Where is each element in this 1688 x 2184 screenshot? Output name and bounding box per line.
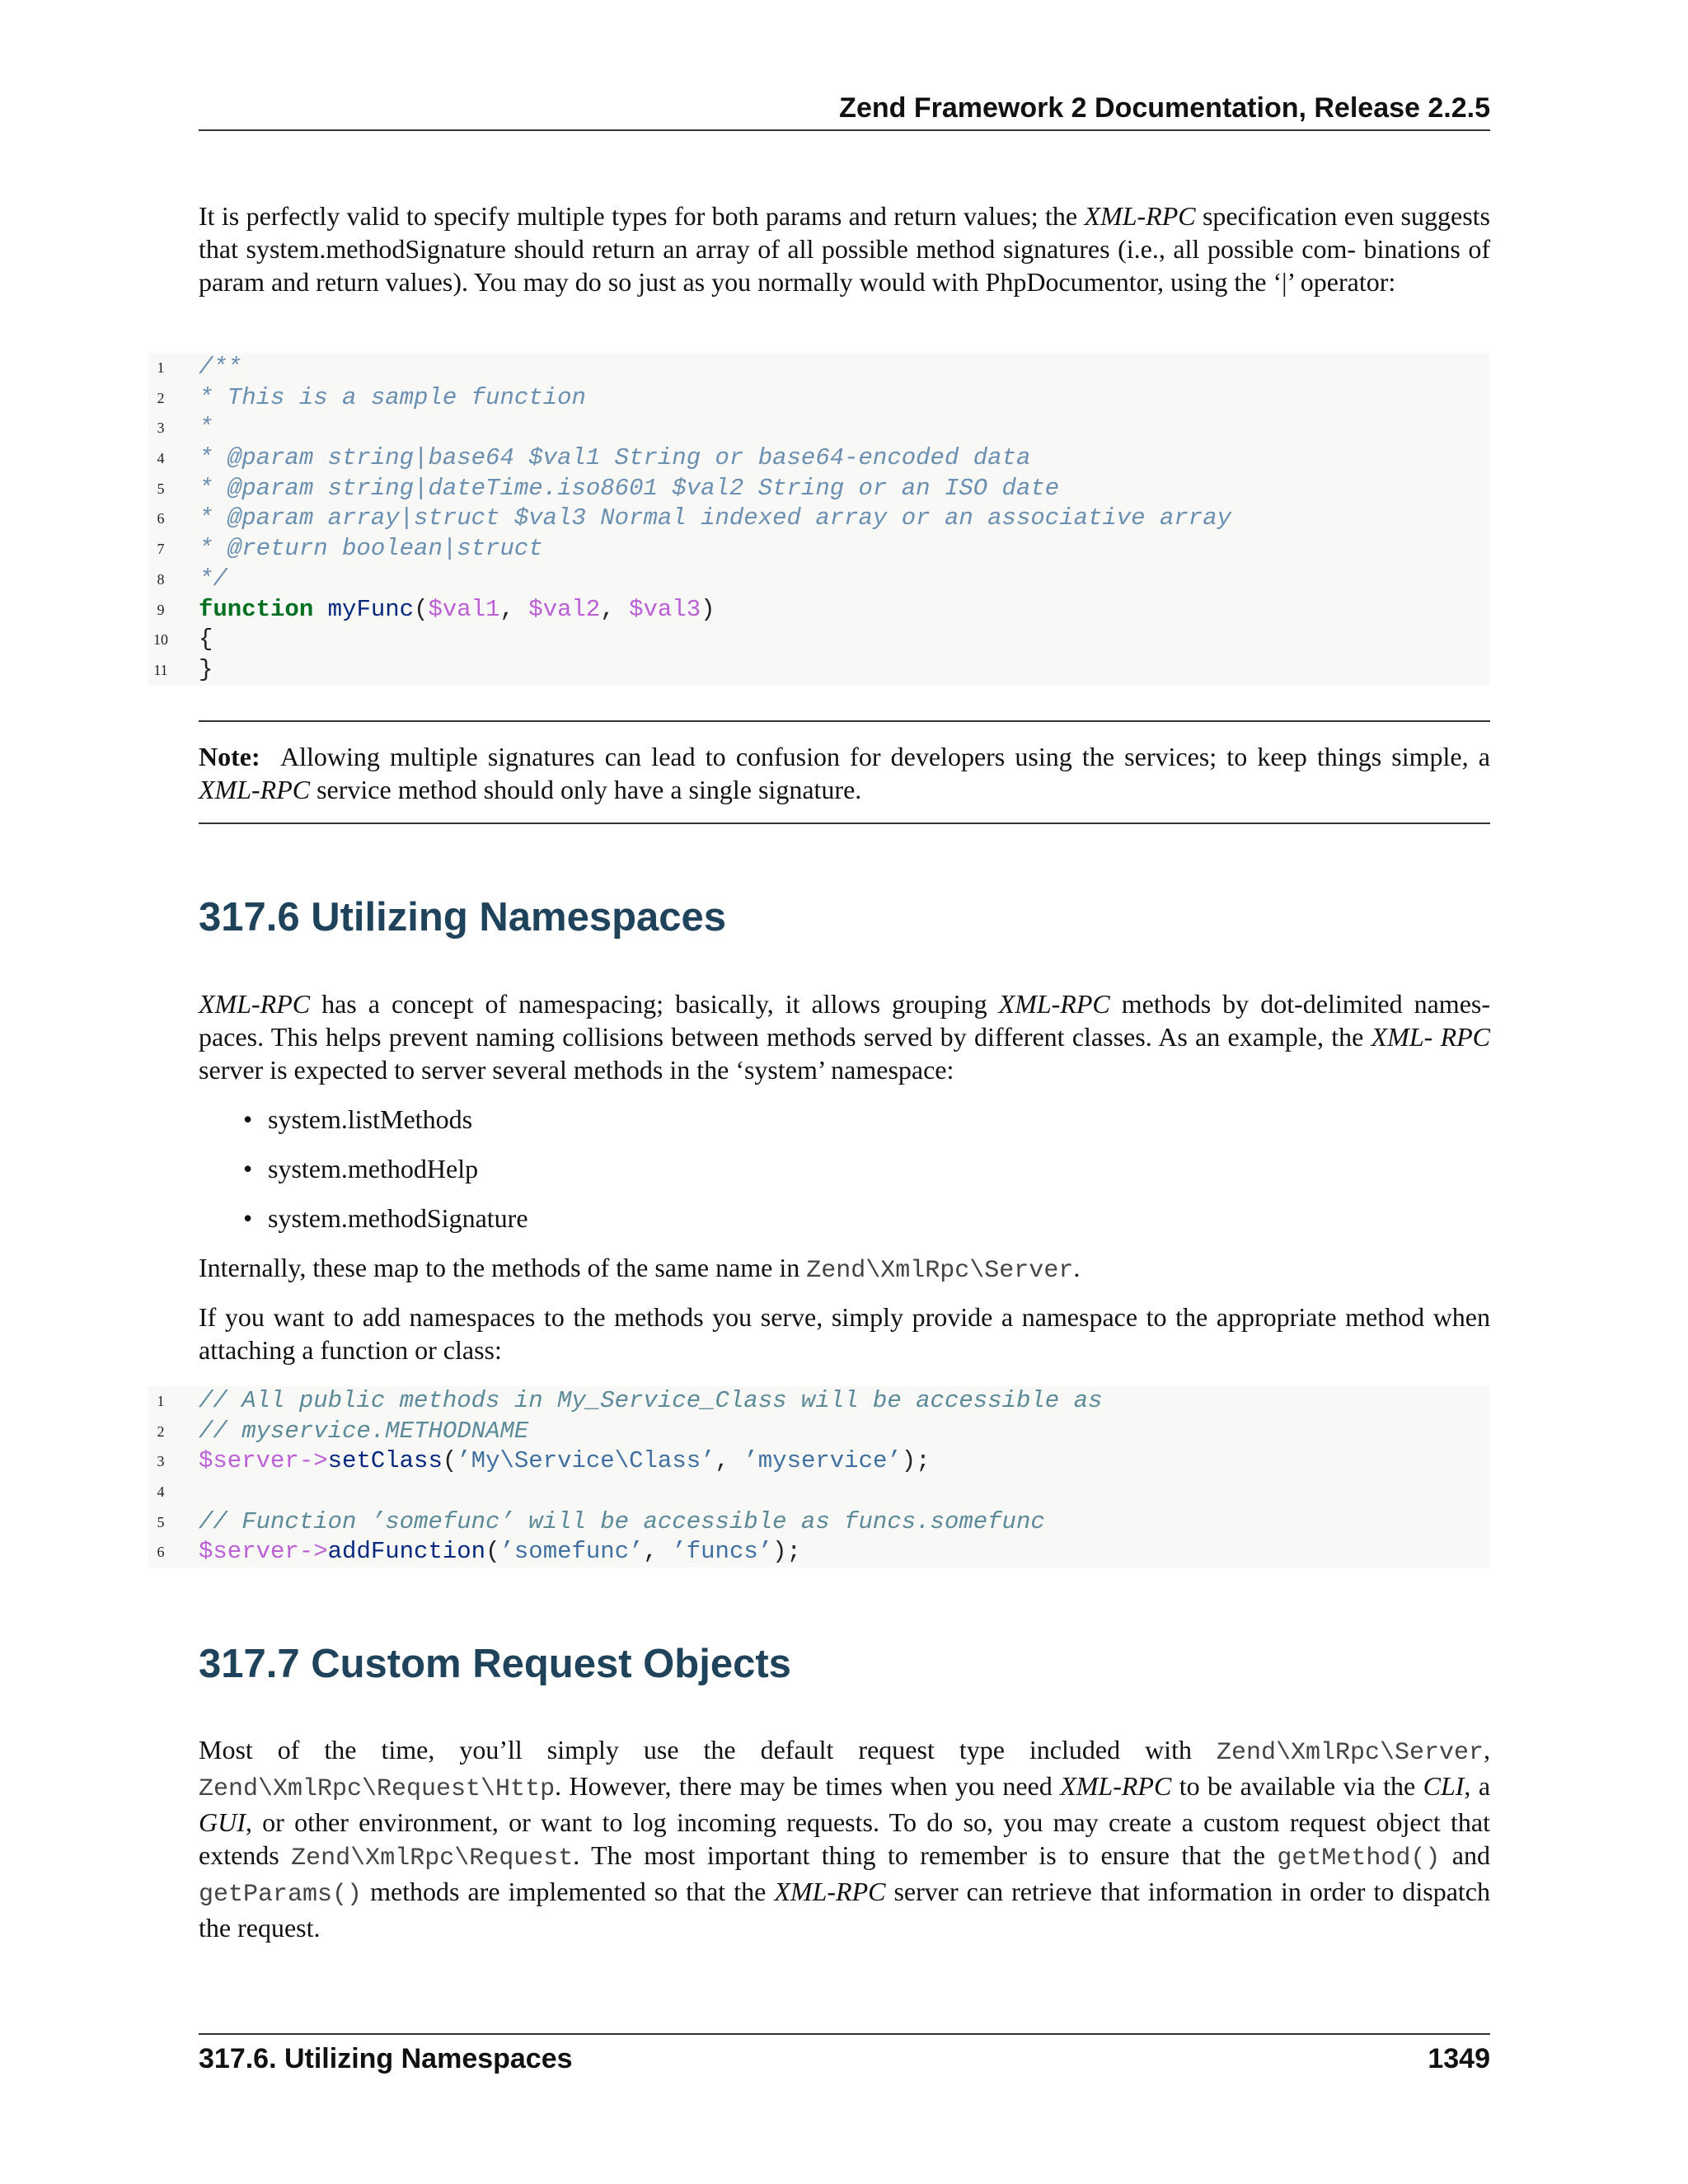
text: Most of the time, you’ll simply use the default request type included with <box>199 1735 1217 1765</box>
code-text: /** <box>199 354 242 381</box>
variable: $server <box>199 1538 299 1566</box>
text: has a concept of namespacing; basically, it allows grouping <box>310 989 999 1019</box>
code-text: * <box>199 414 213 442</box>
line-number: 10 <box>153 631 168 649</box>
punctuation: , <box>643 1538 673 1566</box>
page-footer <box>199 2033 1490 2075</box>
code-line <box>148 413 1490 443</box>
text: It is perfectly valid to specify multiple types for both params and return values; the <box>199 201 1085 231</box>
line-number: 9 <box>157 601 165 618</box>
code-line <box>148 1537 1490 1568</box>
emphasis: XML- RPC <box>1371 1022 1491 1052</box>
code-text: * @param string|base64 $val1 String or base64-encoded data <box>199 444 1031 472</box>
line-number: 8 <box>157 570 165 588</box>
code-text: // myservice.METHODNAME <box>199 1417 529 1445</box>
code-line <box>148 474 1490 504</box>
emphasis: XML-RPC <box>1060 1771 1172 1801</box>
code-text: // All public methods in My_Service_Class will be accessible as <box>199 1387 1103 1414</box>
text: to be available via the <box>1171 1771 1423 1801</box>
custom-request-paragraph <box>199 1733 1490 1944</box>
code-line <box>148 504 1490 534</box>
text: Internally, these map to the methods of the same name in <box>199 1253 807 1282</box>
line-number: 11 <box>153 661 168 678</box>
string: ’somefunc’ <box>499 1538 644 1566</box>
list-item: • system.methodSignature <box>243 1202 528 1251</box>
punctuation: , <box>715 1447 744 1475</box>
emphasis: XML-RPC <box>774 1877 886 1906</box>
namespaces-paragraph <box>199 987 1490 1086</box>
string: ’My\Service\Class’ <box>457 1447 715 1475</box>
code-text: */ <box>199 565 227 593</box>
inline-code: getParams() <box>199 1881 363 1909</box>
string: ’myservice’ <box>743 1447 902 1475</box>
code-line <box>148 1417 1490 1447</box>
function-name: addFunction <box>327 1538 486 1566</box>
operator: -> <box>298 1447 328 1475</box>
code-text <box>199 1537 801 1568</box>
line-number: 2 <box>157 1422 165 1440</box>
section-heading-custom-request: 317.7 Custom Request Objects <box>199 1642 791 1686</box>
punctuation: ); <box>772 1538 801 1566</box>
line-number: 5 <box>157 1513 165 1530</box>
function-name: myFunc <box>327 595 415 623</box>
code-line <box>148 655 1490 686</box>
code-text: function myFunc($val1, $val2, $val3) <box>199 595 715 623</box>
variable: $val2 <box>528 595 601 623</box>
line-number: 3 <box>157 419 165 437</box>
code-line <box>148 353 1490 383</box>
inline-code: getMethod() <box>1277 1844 1441 1872</box>
emphasis: XML-RPC <box>199 775 311 804</box>
inline-code: Zend\XmlRpc\Request\Http <box>199 1775 556 1803</box>
line-number: 4 <box>157 1483 165 1501</box>
text: server is expected to server several methods in the ‘system’ namespace: <box>199 1055 954 1085</box>
list-item: • system.methodHelp <box>243 1152 528 1202</box>
inline-code: Zend\XmlRpc\Request <box>291 1844 574 1872</box>
text: , <box>1484 1735 1490 1765</box>
running-header <box>199 92 1490 131</box>
text: . The most important thing to remember is to ensure that the <box>573 1840 1278 1870</box>
emphasis: XML-RPC <box>998 989 1110 1019</box>
text: methods by dot-delimited names- paces. This helps prevent naming collisions between methods served by different classes. As an example, the <box>199 989 1491 1052</box>
code-text: * @return boolean|struct <box>199 535 543 563</box>
line-number: 5 <box>157 480 165 497</box>
code-text: // Function ’somefunc’ will be accessible as funcs.somefunc <box>199 1507 1045 1535</box>
inline-code: Zend\XmlRpc\Server <box>806 1257 1074 1285</box>
code-text: { <box>199 626 213 654</box>
text: methods are implemented so that the <box>362 1877 775 1906</box>
text: . However, there may be times when you need <box>555 1771 1061 1801</box>
line-number: 6 <box>157 1544 165 1561</box>
emphasis: XML-RPC <box>199 989 311 1019</box>
footer-section-title: 317.6. Utilizing Namespaces <box>199 2043 573 2074</box>
code-text: * @param array|struct $val3 Normal indexed array or an associative array <box>199 504 1232 532</box>
code-line <box>148 625 1490 655</box>
text: server can retrieve that information in order to dispatch the request. <box>199 1877 1491 1943</box>
page-number: 1349 <box>1428 2043 1490 2074</box>
text: , a <box>1464 1771 1491 1801</box>
line-number: 4 <box>157 450 165 467</box>
line-number: 3 <box>157 1453 165 1470</box>
code-text: } <box>199 655 213 683</box>
code-line <box>148 1386 1490 1417</box>
text: Allowing multiple signatures can lead to confusion for developers using the services; to keep things simple, a <box>279 742 1491 771</box>
note-label: Note: <box>199 742 260 771</box>
code-text: * This is a sample function <box>199 383 586 411</box>
system-methods-list <box>243 1103 528 1251</box>
text: and <box>1440 1840 1490 1870</box>
string: ’funcs’ <box>672 1538 773 1566</box>
text: specification even suggests that system.methodSignature should return an array of all possible method signatures (i.e., all possible com- binations of param and return values). You may do so just as you normally would with PhpDocumentor, using the ‘|’ operator: <box>199 201 1491 297</box>
function-name: setClass <box>327 1447 443 1475</box>
note-box <box>199 720 1490 824</box>
line-number: 2 <box>157 389 165 406</box>
inline-code: Zend\XmlRpc\Server <box>1216 1739 1484 1767</box>
operator: -> <box>298 1538 328 1566</box>
variable: $val1 <box>428 595 500 623</box>
variable: $val3 <box>629 595 701 623</box>
text: . <box>1073 1253 1081 1282</box>
running-header-title: Zend Framework 2 Documentation, Release 2.2.5 <box>839 92 1490 124</box>
code-line <box>148 443 1490 474</box>
code-line <box>148 383 1490 414</box>
text: service method should only have a single signature. <box>310 775 862 804</box>
code-line <box>148 595 1490 626</box>
line-number: 6 <box>157 510 165 527</box>
internal-map-paragraph <box>199 1251 1490 1287</box>
punctuation: ( <box>442 1447 457 1475</box>
list-item: • system.listMethods <box>243 1103 528 1152</box>
add-namespaces-paragraph: If you want to add namespaces to the methods you serve, simply provide a namespace to the appropriate method when attaching a function or class: <box>199 1302 1490 1365</box>
code-line <box>148 534 1490 565</box>
code-line <box>148 1446 1490 1477</box>
code-line <box>148 1477 1490 1507</box>
line-number: 1 <box>157 359 165 376</box>
keyword: function <box>199 595 314 623</box>
emphasis: XML-RPC <box>1084 201 1196 231</box>
variable: $server <box>199 1447 299 1475</box>
emphasis: CLI <box>1423 1771 1465 1801</box>
punctuation: ( <box>485 1538 500 1566</box>
code-block-2 <box>148 1386 1490 1568</box>
text: , or other environment, or want to log incoming requests. To do so, you may create a custom request object that extends <box>199 1807 1490 1870</box>
code-block-1 <box>148 353 1490 686</box>
code-line <box>148 1507 1490 1538</box>
line-number: 7 <box>157 541 165 558</box>
punctuation: ); <box>901 1447 931 1475</box>
line-number: 1 <box>157 1393 165 1409</box>
code-line <box>148 565 1490 595</box>
emphasis: GUI <box>199 1807 246 1837</box>
code-text <box>199 1446 931 1477</box>
intro-paragraph <box>199 199 1490 298</box>
section-heading-namespaces: 317.6 Utilizing Namespaces <box>199 895 727 940</box>
code-text: * @param string|dateTime.iso8601 $val2 String or an ISO date <box>199 474 1060 502</box>
